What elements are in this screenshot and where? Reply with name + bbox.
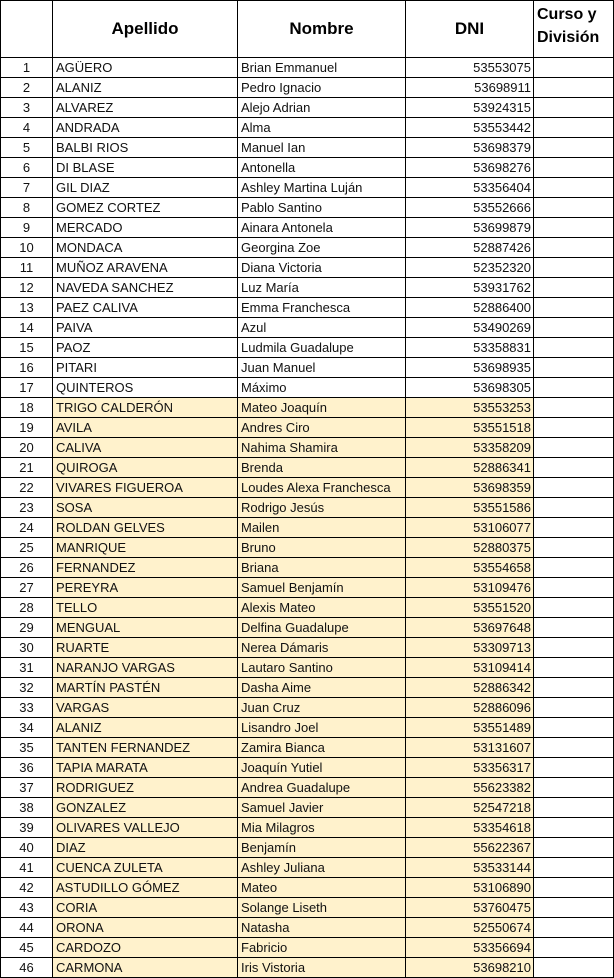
- dni-cell[interactable]: 52886096: [406, 698, 534, 718]
- table-row: [1, 938, 614, 958]
- apellido-cell[interactable]: DIAZ: [53, 838, 238, 858]
- row-number-cell[interactable]: 11: [1, 258, 53, 278]
- row-number-cell[interactable]: 13: [1, 298, 53, 318]
- nombre-cell[interactable]: Brian Emmanuel: [238, 58, 406, 78]
- dni-cell[interactable]: 53490269: [406, 318, 534, 338]
- apellido-cell[interactable]: RUARTE: [53, 638, 238, 658]
- apellido-cell[interactable]: FERNANDEZ: [53, 558, 238, 578]
- curso-division-cell[interactable]: [534, 658, 614, 678]
- table-row: [1, 258, 614, 278]
- apellido-cell[interactable]: MARTÍN PASTÉN: [53, 678, 238, 698]
- header-curso-division[interactable]: Curso y División: [534, 1, 614, 58]
- curso-division-cell[interactable]: [534, 738, 614, 758]
- dni-cell[interactable]: 53553442: [406, 118, 534, 138]
- dni-cell[interactable]: 53760475: [406, 898, 534, 918]
- curso-division-cell[interactable]: [534, 438, 614, 458]
- apellido-cell[interactable]: ALANIZ: [53, 78, 238, 98]
- nombre-cell[interactable]: Fabricio: [238, 938, 406, 958]
- table-row: [1, 738, 614, 758]
- dni-cell[interactable]: 53698210: [406, 958, 534, 978]
- nombre-cell[interactable]: Benjamín: [238, 838, 406, 858]
- dni-cell[interactable]: 53106890: [406, 878, 534, 898]
- row-number-cell[interactable]: 9: [1, 218, 53, 238]
- table-row: [1, 318, 614, 338]
- table-row: [1, 758, 614, 778]
- nombre-cell[interactable]: Juan Manuel: [238, 358, 406, 378]
- nombre-cell[interactable]: Samuel Benjamín: [238, 578, 406, 598]
- apellido-cell[interactable]: VIVARES FIGUEROA: [53, 478, 238, 498]
- apellido-cell[interactable]: GOMEZ CORTEZ: [53, 198, 238, 218]
- table-row: [1, 958, 614, 978]
- row-number-cell[interactable]: 26: [1, 558, 53, 578]
- nombre-cell[interactable]: Nahima Shamira: [238, 438, 406, 458]
- apellido-cell[interactable]: PAOZ: [53, 338, 238, 358]
- curso-division-cell[interactable]: [534, 838, 614, 858]
- row-number-cell[interactable]: 20: [1, 438, 53, 458]
- nombre-cell[interactable]: Nerea Dámaris: [238, 638, 406, 658]
- apellido-cell[interactable]: TAPIA MARATA: [53, 758, 238, 778]
- curso-division-cell[interactable]: [534, 578, 614, 598]
- curso-division-cell[interactable]: [534, 278, 614, 298]
- curso-division-cell[interactable]: [534, 878, 614, 898]
- row-number-cell[interactable]: 2: [1, 78, 53, 98]
- apellido-cell[interactable]: NARANJO VARGAS: [53, 658, 238, 678]
- apellido-cell[interactable]: ROLDAN GELVES: [53, 518, 238, 538]
- nombre-cell[interactable]: Loudes Alexa Franchesca: [238, 478, 406, 498]
- table-row: [1, 578, 614, 598]
- table-row: [1, 618, 614, 638]
- nombre-cell[interactable]: Alejo Adrian: [238, 98, 406, 118]
- curso-division-cell[interactable]: [534, 538, 614, 558]
- apellido-cell[interactable]: GIL DIAZ: [53, 178, 238, 198]
- row-number-cell[interactable]: 36: [1, 758, 53, 778]
- dni-cell[interactable]: 52880375: [406, 538, 534, 558]
- row-number-cell[interactable]: 5: [1, 138, 53, 158]
- dni-cell[interactable]: 53551518: [406, 418, 534, 438]
- nombre-cell[interactable]: Ashley Martina Luján: [238, 178, 406, 198]
- curso-division-cell[interactable]: [534, 718, 614, 738]
- dni-cell[interactable]: 53699879: [406, 218, 534, 238]
- nombre-cell[interactable]: Máximo: [238, 378, 406, 398]
- dni-cell[interactable]: 53698359: [406, 478, 534, 498]
- apellido-cell[interactable]: OLIVARES VALLEJO: [53, 818, 238, 838]
- nombre-cell[interactable]: Lautaro Santino: [238, 658, 406, 678]
- dni-cell[interactable]: 53698276: [406, 158, 534, 178]
- row-number-cell[interactable]: 24: [1, 518, 53, 538]
- row-number-cell[interactable]: 32: [1, 678, 53, 698]
- table-row: [1, 178, 614, 198]
- table-row: [1, 858, 614, 878]
- table-row: [1, 338, 614, 358]
- nombre-cell[interactable]: Zamira Bianca: [238, 738, 406, 758]
- header-row: [1, 1, 614, 58]
- table-row: [1, 418, 614, 438]
- nombre-cell[interactable]: Mateo Joaquín: [238, 398, 406, 418]
- row-number-cell[interactable]: 18: [1, 398, 53, 418]
- curso-division-cell[interactable]: [534, 398, 614, 418]
- curso-division-cell[interactable]: [534, 678, 614, 698]
- nombre-cell[interactable]: Pedro Ignacio: [238, 78, 406, 98]
- table-row: [1, 58, 614, 78]
- curso-division-cell[interactable]: [534, 318, 614, 338]
- nombre-cell[interactable]: Luz María: [238, 278, 406, 298]
- table-body: [1, 58, 614, 978]
- curso-division-cell[interactable]: [534, 558, 614, 578]
- nombre-cell[interactable]: Manuel Ian: [238, 138, 406, 158]
- curso-division-cell[interactable]: [534, 638, 614, 658]
- row-number-cell[interactable]: 27: [1, 578, 53, 598]
- apellido-cell[interactable]: PAIVA: [53, 318, 238, 338]
- header-dni[interactable]: DNI: [406, 1, 534, 58]
- apellido-cell[interactable]: TRIGO CALDERÓN: [53, 398, 238, 418]
- table-row: [1, 398, 614, 418]
- nombre-cell[interactable]: Ainara Antonela: [238, 218, 406, 238]
- curso-division-cell[interactable]: [534, 818, 614, 838]
- dni-cell[interactable]: 53698911: [406, 78, 534, 98]
- table-row: [1, 878, 614, 898]
- curso-division-cell[interactable]: [534, 178, 614, 198]
- curso-division-cell[interactable]: [534, 118, 614, 138]
- curso-division-cell[interactable]: [534, 238, 614, 258]
- row-number-cell[interactable]: 25: [1, 538, 53, 558]
- curso-division-cell[interactable]: [534, 158, 614, 178]
- apellido-cell[interactable]: ANDRADA: [53, 118, 238, 138]
- apellido-cell[interactable]: DI BLASE: [53, 158, 238, 178]
- apellido-cell[interactable]: MONDACA: [53, 238, 238, 258]
- curso-division-cell[interactable]: [534, 218, 614, 238]
- table-row: [1, 558, 614, 578]
- apellido-cell[interactable]: QUINTEROS: [53, 378, 238, 398]
- dni-cell[interactable]: 52886400: [406, 298, 534, 318]
- dni-cell[interactable]: 52547218: [406, 798, 534, 818]
- table-row: [1, 458, 614, 478]
- table-row: [1, 498, 614, 518]
- apellido-cell[interactable]: PEREYRA: [53, 578, 238, 598]
- nombre-cell[interactable]: Emma Franchesca: [238, 298, 406, 318]
- curso-division-cell[interactable]: [534, 298, 614, 318]
- curso-division-cell[interactable]: [534, 798, 614, 818]
- nombre-cell[interactable]: Mailen: [238, 518, 406, 538]
- nombre-cell[interactable]: Georgina Zoe: [238, 238, 406, 258]
- table-row: [1, 778, 614, 798]
- nombre-cell[interactable]: Antonella: [238, 158, 406, 178]
- row-number-cell[interactable]: 31: [1, 658, 53, 678]
- row-number-cell[interactable]: 38: [1, 798, 53, 818]
- dni-cell[interactable]: 52886341: [406, 458, 534, 478]
- nombre-cell[interactable]: Solange Liseth: [238, 898, 406, 918]
- row-number-cell[interactable]: 4: [1, 118, 53, 138]
- dni-cell[interactable]: 53698379: [406, 138, 534, 158]
- dni-cell[interactable]: 55622367: [406, 838, 534, 858]
- row-number-cell[interactable]: 22: [1, 478, 53, 498]
- curso-division-cell[interactable]: [534, 138, 614, 158]
- dni-cell[interactable]: 53106077: [406, 518, 534, 538]
- row-number-cell[interactable]: 14: [1, 318, 53, 338]
- dni-cell[interactable]: 53533144: [406, 858, 534, 878]
- curso-division-cell[interactable]: [534, 358, 614, 378]
- apellido-cell[interactable]: TANTEN FERNANDEZ: [53, 738, 238, 758]
- dni-cell[interactable]: 52550674: [406, 918, 534, 938]
- curso-division-cell[interactable]: [534, 418, 614, 438]
- table-row: [1, 798, 614, 818]
- nombre-cell[interactable]: Alma: [238, 118, 406, 138]
- dni-cell[interactable]: 53698305: [406, 378, 534, 398]
- table-row: [1, 838, 614, 858]
- nombre-cell[interactable]: Briana: [238, 558, 406, 578]
- row-number-cell[interactable]: 3: [1, 98, 53, 118]
- curso-division-cell[interactable]: [534, 378, 614, 398]
- table-row: [1, 718, 614, 738]
- row-number-cell[interactable]: 10: [1, 238, 53, 258]
- nombre-cell[interactable]: Ludmila Guadalupe: [238, 338, 406, 358]
- row-number-cell[interactable]: 19: [1, 418, 53, 438]
- nombre-cell[interactable]: Bruno: [238, 538, 406, 558]
- apellido-cell[interactable]: NAVEDA SANCHEZ: [53, 278, 238, 298]
- curso-division-cell[interactable]: [534, 458, 614, 478]
- nombre-cell[interactable]: Delfina Guadalupe: [238, 618, 406, 638]
- table-row: [1, 438, 614, 458]
- apellido-cell[interactable]: TELLO: [53, 598, 238, 618]
- apellido-cell[interactable]: ASTUDILLO GÓMEZ: [53, 878, 238, 898]
- table-row: [1, 918, 614, 938]
- row-number-cell[interactable]: 30: [1, 638, 53, 658]
- row-number-cell[interactable]: 7: [1, 178, 53, 198]
- header-nombre[interactable]: Nombre: [238, 1, 406, 58]
- dni-cell[interactable]: 53358209: [406, 438, 534, 458]
- table-row: [1, 198, 614, 218]
- dni-cell[interactable]: 53924315: [406, 98, 534, 118]
- apellido-cell[interactable]: RODRIGUEZ: [53, 778, 238, 798]
- apellido-cell[interactable]: CALIVA: [53, 438, 238, 458]
- row-number-cell[interactable]: 34: [1, 718, 53, 738]
- curso-division-cell[interactable]: [534, 518, 614, 538]
- apellido-cell[interactable]: PAEZ CALIVA: [53, 298, 238, 318]
- table-row: [1, 98, 614, 118]
- table-row: [1, 298, 614, 318]
- apellido-cell[interactable]: CARDOZO: [53, 938, 238, 958]
- apellido-cell[interactable]: BALBI RIOS: [53, 138, 238, 158]
- apellido-cell[interactable]: ALANIZ: [53, 718, 238, 738]
- row-number-cell[interactable]: 39: [1, 818, 53, 838]
- dni-cell[interactable]: 53354618: [406, 818, 534, 838]
- table-row: [1, 358, 614, 378]
- dni-cell[interactable]: 53551586: [406, 498, 534, 518]
- nombre-cell[interactable]: Andrea Guadalupe: [238, 778, 406, 798]
- apellido-cell[interactable]: AVILA: [53, 418, 238, 438]
- nombre-cell[interactable]: Ashley Juliana: [238, 858, 406, 878]
- dni-cell[interactable]: 55623382: [406, 778, 534, 798]
- table-row: [1, 78, 614, 98]
- dni-cell[interactable]: 53553075: [406, 58, 534, 78]
- table-row: [1, 538, 614, 558]
- row-number-cell[interactable]: 37: [1, 778, 53, 798]
- dni-cell[interactable]: 53931762: [406, 278, 534, 298]
- apellido-cell[interactable]: SOSA: [53, 498, 238, 518]
- row-number-cell[interactable]: 42: [1, 878, 53, 898]
- table-row: [1, 218, 614, 238]
- curso-division-cell[interactable]: [534, 618, 614, 638]
- curso-division-cell[interactable]: [534, 778, 614, 798]
- dni-cell[interactable]: 53356404: [406, 178, 534, 198]
- curso-division-cell[interactable]: [534, 938, 614, 958]
- apellido-cell[interactable]: GONZALEZ: [53, 798, 238, 818]
- apellido-cell[interactable]: ALVAREZ: [53, 98, 238, 118]
- curso-division-cell[interactable]: [534, 78, 614, 98]
- row-number-cell[interactable]: 12: [1, 278, 53, 298]
- header-number[interactable]: [1, 1, 53, 58]
- nombre-cell[interactable]: Mia Milagros: [238, 818, 406, 838]
- table-row: [1, 898, 614, 918]
- nombre-cell[interactable]: Diana Victoria: [238, 258, 406, 278]
- curso-division-cell[interactable]: [534, 338, 614, 358]
- nombre-cell[interactable]: Rodrigo Jesús: [238, 498, 406, 518]
- row-number-cell[interactable]: 44: [1, 918, 53, 938]
- dni-cell[interactable]: 53552666: [406, 198, 534, 218]
- apellido-cell[interactable]: MERCADO: [53, 218, 238, 238]
- dni-cell[interactable]: 52887426: [406, 238, 534, 258]
- row-number-cell[interactable]: 45: [1, 938, 53, 958]
- nombre-cell[interactable]: Samuel Javier: [238, 798, 406, 818]
- curso-division-cell[interactable]: [534, 58, 614, 78]
- curso-division-cell[interactable]: [534, 258, 614, 278]
- apellido-cell[interactable]: QUIROGA: [53, 458, 238, 478]
- row-number-cell[interactable]: 33: [1, 698, 53, 718]
- curso-division-cell[interactable]: [534, 958, 614, 978]
- nombre-cell[interactable]: Mateo: [238, 878, 406, 898]
- curso-division-cell[interactable]: [534, 98, 614, 118]
- nombre-cell[interactable]: Andres Ciro: [238, 418, 406, 438]
- curso-division-cell[interactable]: [534, 698, 614, 718]
- row-number-cell[interactable]: 1: [1, 58, 53, 78]
- curso-division-cell[interactable]: [534, 478, 614, 498]
- curso-division-cell[interactable]: [534, 758, 614, 778]
- table-row: [1, 818, 614, 838]
- row-number-cell[interactable]: 8: [1, 198, 53, 218]
- nombre-cell[interactable]: Pablo Santino: [238, 198, 406, 218]
- dni-cell[interactable]: 53554658: [406, 558, 534, 578]
- dni-cell[interactable]: 53358831: [406, 338, 534, 358]
- dni-cell[interactable]: 53697648: [406, 618, 534, 638]
- table-row: [1, 138, 614, 158]
- table-row: [1, 518, 614, 538]
- dni-cell[interactable]: 53109476: [406, 578, 534, 598]
- row-number-cell[interactable]: 41: [1, 858, 53, 878]
- table-row: [1, 278, 614, 298]
- nombre-cell[interactable]: Iris Vistoria: [238, 958, 406, 978]
- header-apellido[interactable]: Apellido: [53, 1, 238, 58]
- nombre-cell[interactable]: Natasha: [238, 918, 406, 938]
- row-number-cell[interactable]: 17: [1, 378, 53, 398]
- row-number-cell[interactable]: 6: [1, 158, 53, 178]
- dni-cell[interactable]: 53131607: [406, 738, 534, 758]
- dni-cell[interactable]: 53551489: [406, 718, 534, 738]
- apellido-cell[interactable]: CUENCA ZULETA: [53, 858, 238, 878]
- apellido-cell[interactable]: ORONA: [53, 918, 238, 938]
- table-row: [1, 698, 614, 718]
- dni-cell[interactable]: 53553253: [406, 398, 534, 418]
- table-row: [1, 658, 614, 678]
- table-row: [1, 118, 614, 138]
- curso-division-cell[interactable]: [534, 858, 614, 878]
- row-number-cell[interactable]: 21: [1, 458, 53, 478]
- table-row: [1, 678, 614, 698]
- nombre-cell[interactable]: Juan Cruz: [238, 698, 406, 718]
- curso-division-cell[interactable]: [534, 598, 614, 618]
- table-row: [1, 378, 614, 398]
- dni-cell[interactable]: 53356317: [406, 758, 534, 778]
- apellido-cell[interactable]: MENGUAL: [53, 618, 238, 638]
- row-number-cell[interactable]: 46: [1, 958, 53, 978]
- apellido-cell[interactable]: MUÑOZ ARAVENA: [53, 258, 238, 278]
- row-number-cell[interactable]: 43: [1, 898, 53, 918]
- nombre-cell[interactable]: Joaquín Yutiel: [238, 758, 406, 778]
- nombre-cell[interactable]: Alexis Mateo: [238, 598, 406, 618]
- nombre-cell[interactable]: Azul: [238, 318, 406, 338]
- dni-cell[interactable]: 53109414: [406, 658, 534, 678]
- table-row: [1, 638, 614, 658]
- row-number-cell[interactable]: 23: [1, 498, 53, 518]
- apellido-cell[interactable]: CORIA: [53, 898, 238, 918]
- apellido-cell[interactable]: CARMONA: [53, 958, 238, 978]
- dni-cell[interactable]: 53551520: [406, 598, 534, 618]
- apellido-cell[interactable]: AGÜERO: [53, 58, 238, 78]
- row-number-cell[interactable]: 16: [1, 358, 53, 378]
- nombre-cell[interactable]: Lisandro Joel: [238, 718, 406, 738]
- apellido-cell[interactable]: VARGAS: [53, 698, 238, 718]
- dni-cell[interactable]: 52886342: [406, 678, 534, 698]
- table-row: [1, 598, 614, 618]
- curso-division-cell[interactable]: [534, 918, 614, 938]
- table-row: [1, 478, 614, 498]
- dni-cell[interactable]: 53698935: [406, 358, 534, 378]
- curso-division-cell[interactable]: [534, 898, 614, 918]
- row-number-cell[interactable]: 15: [1, 338, 53, 358]
- apellido-cell[interactable]: PITARI: [53, 358, 238, 378]
- table-row: [1, 238, 614, 258]
- dni-cell[interactable]: 52352320: [406, 258, 534, 278]
- nombre-cell[interactable]: Dasha Aime: [238, 678, 406, 698]
- row-number-cell[interactable]: 35: [1, 738, 53, 758]
- row-number-cell[interactable]: 40: [1, 838, 53, 858]
- table-row: [1, 158, 614, 178]
- curso-division-cell[interactable]: [534, 498, 614, 518]
- dni-cell[interactable]: 53356694: [406, 938, 534, 958]
- dni-cell[interactable]: 53309713: [406, 638, 534, 658]
- table-header: [1, 1, 614, 58]
- curso-division-cell[interactable]: [534, 198, 614, 218]
- row-number-cell[interactable]: 28: [1, 598, 53, 618]
- nombre-cell[interactable]: Brenda: [238, 458, 406, 478]
- apellido-cell[interactable]: MANRIQUE: [53, 538, 238, 558]
- row-number-cell[interactable]: 29: [1, 618, 53, 638]
